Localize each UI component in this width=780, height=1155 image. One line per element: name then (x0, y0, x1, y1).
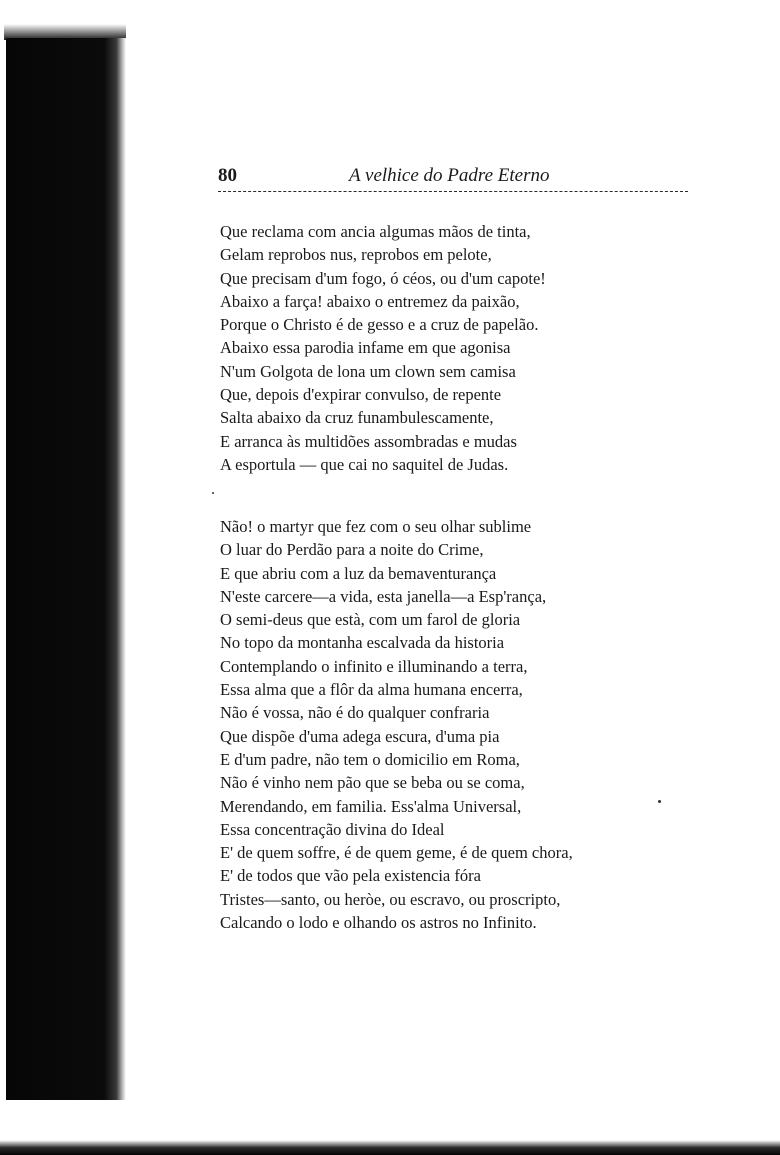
poem-line: Não é vinho nem pão que se beba ou se coma, (220, 773, 525, 793)
scan-speck (658, 800, 661, 803)
poem-line: Não! o martyr que fez com o seu olhar sublime (220, 517, 532, 536)
poem-line: Essa alma que a flôr da alma humana encerra, (220, 680, 523, 700)
poem-line: E que abriu com a luz da bemaventurança (220, 563, 497, 583)
poem-line: No topo da montanha escalvada da historia (220, 633, 505, 653)
poem-line: Essa concentração divina do Ideal (220, 819, 445, 839)
poem-line: E d'um padre, não tem o domicilio em Roma, (220, 749, 520, 769)
poem-line: Abaixo essa parodia infame em que agonisa (220, 338, 511, 358)
poem-line: Que, depois d'expirar convulso, de repente (220, 385, 502, 405)
poem-line: E' de todos que vão pela existencia fóra (220, 866, 481, 886)
poem-line: A esportula — que cai no saquitel de Judas. (220, 454, 509, 474)
poem-line: Não é vossa, não é do qualquer confraria (220, 703, 490, 723)
poem-line: Abaixo a farça! abaixo o entremez da paixão, (220, 291, 520, 311)
poem-line: Salta abaixo da cruz funambulescamente, (220, 408, 494, 428)
poem-stanza-1 (220, 220, 546, 476)
poem-line: Que reclama com ancia algumas mãos de tinta, (220, 222, 531, 241)
poem-line: O luar do Perdão para a noite do Crime, (220, 540, 484, 560)
scan-binding-top (4, 0, 126, 40)
poem-line: Porque o Christo é de gesso e a cruz de papelão. (220, 315, 539, 335)
poem-line: N'este carcere—a vida, esta janella—a Esp'rança, (220, 586, 547, 606)
poem-line: Que dispõe d'uma adega escura, d'uma pia (220, 726, 500, 746)
page-number: 80 (218, 165, 237, 186)
scan-speck (212, 492, 214, 494)
poem-line: O semi-deus que està, com um farol de gloria (220, 610, 521, 630)
scan-binding-shadow (6, 38, 126, 1100)
scan-bottom-edge (0, 1122, 780, 1155)
running-title: A velhice do Padre Eterno (349, 165, 550, 186)
poem-line: Contemplando o infinito e illuminando a terra, (220, 656, 528, 676)
poem-line: Gelam reprobos nus, reprobos em pelote, (220, 245, 492, 265)
poem-line: Calcando o lodo e olhando os astros no Infinito. (220, 913, 537, 933)
poem-line: Merendando, em familia. Ess'alma Universal, (220, 796, 522, 816)
poem-line: N'um Golgota de lona um clown sem camisa (220, 361, 516, 381)
poem-line: E' de quem soffre, é de quem geme, é de quem chora, (220, 843, 573, 863)
page-header (218, 161, 688, 195)
poem-line: Que precisam d'um fogo, ó céos, ou d'um capote! (220, 268, 546, 288)
poem-stanza-2 (220, 515, 573, 934)
poem-line: E arranca às multidões assombradas e mudas (220, 431, 517, 451)
poem-line: Tristes—santo, ou heròe, ou escravo, ou proscripto, (220, 889, 561, 909)
header-rule (218, 191, 688, 192)
